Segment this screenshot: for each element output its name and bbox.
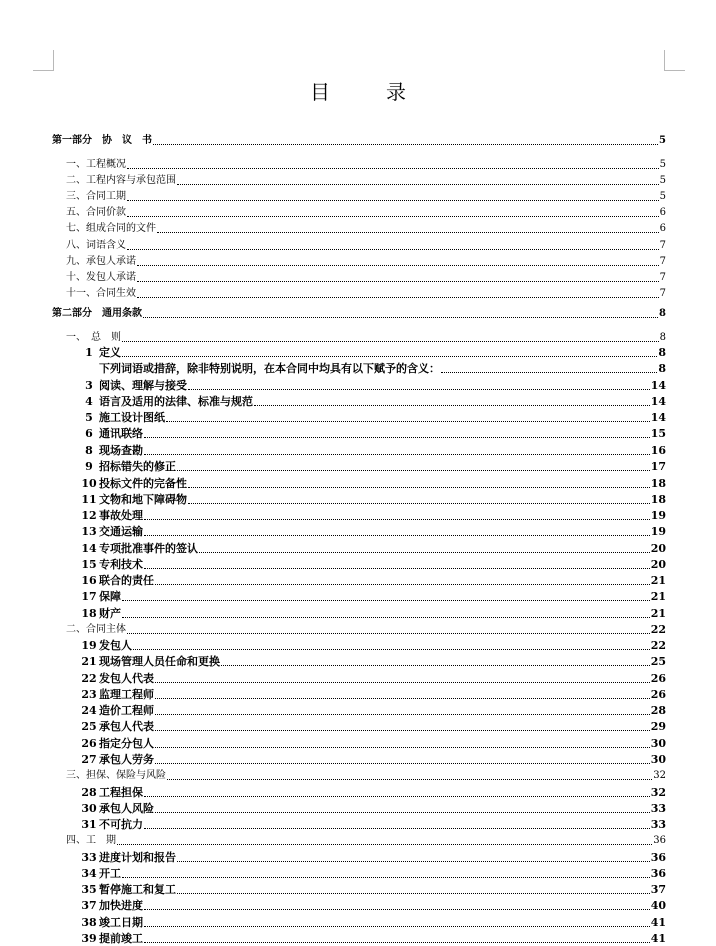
toc-page-number: 21 <box>650 574 666 587</box>
toc-entry[interactable] <box>52 784 666 800</box>
toc-entry-title: 阅读、理解与接受 <box>99 379 187 392</box>
toc-entry[interactable] <box>52 605 666 621</box>
toc-dot-leader <box>144 535 650 536</box>
toc-dot-leader <box>254 405 650 406</box>
toc-page-number: 5 <box>659 191 666 202</box>
toc-entry-title: 第一部分 协 议 书 <box>52 135 152 146</box>
toc-entry-title: 三、合同工期 <box>66 191 126 202</box>
toc-dot-leader <box>137 281 659 282</box>
toc-page-number: 32 <box>650 786 666 799</box>
toc-entry-title: 现场管理人员任命和更换 <box>99 655 220 668</box>
toc-entry-number: 12 <box>81 509 97 522</box>
toc-page-number: 16 <box>650 444 666 457</box>
toc-dot-leader <box>122 341 659 342</box>
toc-dot-leader <box>144 909 650 910</box>
toc-entry-number: 23 <box>81 688 97 701</box>
toc-page-number: 19 <box>650 525 666 538</box>
toc-entry-number: 34 <box>81 867 97 880</box>
toc-dot-leader <box>144 454 650 455</box>
toc-page-number: 7 <box>659 240 666 251</box>
toc-entry-title: 监理工程师 <box>99 688 154 701</box>
toc-page-number: 17 <box>650 460 666 473</box>
toc-dot-leader <box>177 861 650 862</box>
toc-entry-number: 21 <box>81 655 97 668</box>
toc-entry-title: 投标文件的完备性 <box>99 477 187 490</box>
toc-entry-title: 发包人代表 <box>99 672 154 685</box>
toc-entry[interactable] <box>52 523 666 539</box>
toc-entry[interactable] <box>52 377 666 393</box>
toc-dot-leader <box>144 519 650 520</box>
toc-page-number: 14 <box>650 379 666 392</box>
toc-entry[interactable] <box>52 637 666 653</box>
toc-dot-leader <box>144 568 650 569</box>
toc-entry[interactable] <box>52 540 666 556</box>
toc-entry-title: 联合的责任 <box>99 574 154 587</box>
toc-dot-leader <box>127 633 650 634</box>
toc-dot-leader <box>122 617 650 618</box>
toc-dot-leader <box>144 926 650 927</box>
toc-dot-leader <box>137 297 659 298</box>
toc-entry-number: 1 <box>85 346 93 359</box>
toc-page-number: 21 <box>650 607 666 620</box>
toc-page-number: 28 <box>650 704 666 717</box>
toc-dot-leader <box>157 232 659 233</box>
toc-entry-number: 28 <box>81 786 97 799</box>
toc-entry[interactable] <box>52 491 666 507</box>
toc-entry-title: 四、工 期 <box>66 835 116 846</box>
toc-page-number: 26 <box>650 688 666 701</box>
toc-entry-title: 施工设计图纸 <box>99 411 165 424</box>
toc-entry[interactable] <box>52 442 666 458</box>
toc-page-number: 36 <box>650 867 666 880</box>
toc-entry-title: 十、发包人承诺 <box>66 272 136 283</box>
toc-entry[interactable] <box>52 253 666 269</box>
toc-entry-number: 18 <box>81 607 97 620</box>
toc-entry[interactable] <box>52 475 666 491</box>
toc-entry[interactable] <box>52 132 666 148</box>
toc-entry-title: 事故处理 <box>99 509 143 522</box>
toc-entry[interactable] <box>52 360 666 376</box>
toc-entry[interactable] <box>52 507 666 523</box>
toc-entry-title: 暂停施工和复工 <box>99 883 176 896</box>
toc-entry-number: 10 <box>81 477 97 490</box>
toc-page-number: 7 <box>659 272 666 283</box>
toc-dot-leader <box>144 437 650 438</box>
toc-entry-title: 工程担保 <box>99 786 143 799</box>
toc-entry[interactable] <box>52 621 666 637</box>
toc-dot-leader <box>144 828 650 829</box>
toc-entry[interactable] <box>52 329 666 345</box>
toc-entry-number: 37 <box>81 899 97 912</box>
toc-dot-leader <box>199 552 650 553</box>
toc-dot-leader <box>155 714 650 715</box>
toc-page-number: 20 <box>650 558 666 571</box>
toc-dot-leader <box>155 730 650 731</box>
toc-entry-title: 保障 <box>99 590 121 603</box>
toc-dot-leader <box>177 893 650 894</box>
toc-dot-leader <box>144 942 650 943</box>
toc-entry-title: 现场查勘 <box>99 444 143 457</box>
toc-page-number: 25 <box>650 655 666 668</box>
toc-entry-title: 二、合同主体 <box>66 624 126 635</box>
toc-entry-number: 39 <box>81 932 97 945</box>
toc-page-number: 36 <box>650 851 666 864</box>
toc-dot-leader <box>127 216 659 217</box>
toc-entry-number: 31 <box>81 818 97 831</box>
toc-entry[interactable] <box>52 305 666 321</box>
toc-page-number: 8 <box>658 346 666 359</box>
toc-entry-title: 招标错失的修正 <box>99 460 176 473</box>
toc-page-number: 8 <box>659 332 666 343</box>
toc-entry[interactable] <box>52 409 666 425</box>
toc-entry-number: 25 <box>81 720 97 733</box>
toc-entry-number: 26 <box>81 737 97 750</box>
toc-entry[interactable] <box>52 458 666 474</box>
toc-entry-title: 通讯联络 <box>99 427 143 440</box>
toc-entry-number: 27 <box>81 753 97 766</box>
toc-entry-number: 24 <box>81 704 97 717</box>
toc-entry-title: 下列词语或措辞，除非特别说明，在本合同中均具有以下赋予的含义： <box>99 362 440 375</box>
toc-entry-title: 承包人劳务 <box>99 753 154 766</box>
toc-page-number: 29 <box>650 720 666 733</box>
toc-page-number: 41 <box>650 932 666 945</box>
toc-entry[interactable] <box>52 800 666 816</box>
page-title: 目 录 <box>310 80 424 104</box>
toc-entry-title: 三、担保、保险与风险 <box>66 770 166 781</box>
toc-entry-number: 38 <box>81 916 97 929</box>
toc-entry-number: 35 <box>81 883 97 896</box>
toc-entry-title: 专项批准事件的签认 <box>99 542 198 555</box>
toc-dot-leader <box>127 249 659 250</box>
toc-page-number: 5 <box>659 159 666 170</box>
toc-dot-leader <box>127 168 659 169</box>
toc-page-number: 30 <box>650 737 666 750</box>
toc-dot-leader <box>117 844 652 845</box>
toc-dot-leader <box>133 649 650 650</box>
toc-entry[interactable] <box>52 204 666 220</box>
toc-dot-leader <box>155 698 650 699</box>
toc-entry[interactable] <box>52 156 666 172</box>
toc-page-number: 40 <box>650 899 666 912</box>
toc-entry[interactable] <box>52 285 666 301</box>
toc-entry-title: 不可抗力 <box>99 818 143 831</box>
toc-entry-number: 13 <box>81 525 97 538</box>
toc-entry-number: 30 <box>81 802 97 815</box>
toc-entry-title: 造价工程师 <box>99 704 154 717</box>
toc-dot-leader <box>122 600 650 601</box>
toc-dot-leader <box>221 665 650 666</box>
toc-entry[interactable] <box>52 881 666 897</box>
toc-dot-leader <box>188 503 650 504</box>
toc-page-number: 26 <box>650 672 666 685</box>
toc-entry-number: 8 <box>85 444 93 457</box>
toc-page-number: 7 <box>659 256 666 267</box>
toc-entry-title: 二、工程内容与承包范围 <box>66 175 176 186</box>
toc-entry-title: 一、工程概况 <box>66 159 126 170</box>
toc-page-number: 33 <box>650 802 666 815</box>
toc-entry-number: 9 <box>85 460 93 473</box>
toc-entry[interactable] <box>52 816 666 832</box>
toc-dot-leader <box>166 421 650 422</box>
toc-entry-title: 指定分包人 <box>99 737 154 750</box>
toc-entry[interactable] <box>52 237 666 253</box>
toc-entry[interactable] <box>52 832 666 848</box>
toc-entry[interactable] <box>52 572 666 588</box>
toc-entry-number: 16 <box>81 574 97 587</box>
toc-entry[interactable] <box>52 393 666 409</box>
toc-entry-title: 专利技术 <box>99 558 143 571</box>
toc-entry-title: 提前竣工 <box>99 932 143 945</box>
toc-entry-title: 七、组成合同的文件 <box>66 223 156 234</box>
toc-page-number: 19 <box>650 509 666 522</box>
toc-entry-number: 6 <box>85 427 93 440</box>
toc-page-number: 5 <box>659 175 666 186</box>
toc-entry[interactable] <box>52 269 666 285</box>
toc-entry-number: 14 <box>81 542 97 555</box>
toc-entry-title: 定义 <box>99 346 121 359</box>
toc-entry-number: 22 <box>81 672 97 685</box>
toc-entry[interactable] <box>52 686 666 702</box>
crop-mark-top-left <box>33 50 54 71</box>
toc-entry-number: 11 <box>81 493 97 506</box>
toc-dot-leader <box>137 265 659 266</box>
toc-page-number: 15 <box>650 427 666 440</box>
toc-dot-leader <box>177 184 659 185</box>
toc-entry-number: 17 <box>81 590 97 603</box>
toc-entry-title: 九、承包人承诺 <box>66 256 136 267</box>
toc-entry[interactable] <box>52 718 666 734</box>
toc-entry-title: 十一、合同生效 <box>66 288 136 299</box>
toc-page-number: 37 <box>650 883 666 896</box>
toc-dot-leader <box>155 763 650 764</box>
toc-entry-title: 进度计划和报告 <box>99 851 176 864</box>
toc-entry-number: 19 <box>81 639 97 652</box>
toc-page-number: 6 <box>659 207 666 218</box>
toc-entry[interactable] <box>52 670 666 686</box>
toc-entry[interactable] <box>52 767 666 783</box>
toc-dot-leader <box>441 372 657 373</box>
toc-entry[interactable] <box>52 588 666 604</box>
toc-entry[interactable] <box>52 220 666 236</box>
toc-entry[interactable] <box>52 849 666 865</box>
toc-page-number: 22 <box>650 623 666 636</box>
toc-page-number: 14 <box>650 411 666 424</box>
toc-entry-title: 竣工日期 <box>99 916 143 929</box>
toc-entry[interactable] <box>52 172 666 188</box>
toc-entry[interactable] <box>52 930 666 946</box>
toc-page-number: 6 <box>659 223 666 234</box>
toc-page-number: 18 <box>650 477 666 490</box>
toc-dot-leader <box>167 779 652 780</box>
toc-page-number: 21 <box>650 590 666 603</box>
toc-entry[interactable] <box>52 914 666 930</box>
toc-entry-title: 语言及适用的法律、标准与规范 <box>99 395 253 408</box>
toc-page-number: 14 <box>650 395 666 408</box>
toc-entry-number: 5 <box>85 411 93 424</box>
toc-entry-title: 承包人代表 <box>99 720 154 733</box>
toc-entry[interactable] <box>52 556 666 572</box>
toc-entry-title: 一、 总 则 <box>66 332 121 343</box>
toc-page-number: 36 <box>653 835 666 846</box>
toc-entry-title: 财产 <box>99 607 121 620</box>
toc-dot-leader <box>155 584 650 585</box>
toc-page-number: 30 <box>650 753 666 766</box>
toc-entry-title: 开工 <box>99 867 121 880</box>
toc-entry-number: 3 <box>85 379 93 392</box>
toc-page-number: 8 <box>658 362 666 375</box>
toc-dot-leader <box>153 144 658 145</box>
toc-entry-number: 4 <box>85 395 93 408</box>
toc-entry-title: 文物和地下障碍物 <box>99 493 187 506</box>
toc-page-number: 5 <box>659 135 666 146</box>
toc-dot-leader <box>155 682 650 683</box>
toc-entry[interactable] <box>52 735 666 751</box>
toc-page-number: 20 <box>650 542 666 555</box>
toc-entry-title: 五、合同价款 <box>66 207 126 218</box>
toc-entry[interactable] <box>52 188 666 204</box>
toc-dot-leader <box>122 877 650 878</box>
toc-entry-title: 第二部分 通用条款 <box>52 308 142 319</box>
toc-page-number: 8 <box>659 308 666 319</box>
toc-entry[interactable] <box>52 702 666 718</box>
toc-entry-title: 八、词语含义 <box>66 240 126 251</box>
toc-entry[interactable] <box>52 344 666 360</box>
toc-entry[interactable] <box>52 751 666 767</box>
toc-page-number: 22 <box>650 639 666 652</box>
toc-dot-leader <box>144 796 650 797</box>
toc-page-number: 18 <box>650 493 666 506</box>
toc-entry[interactable] <box>52 865 666 881</box>
toc-entry-title: 加快进度 <box>99 899 143 912</box>
toc-entry-title: 交通运输 <box>99 525 143 538</box>
toc-page-number: 32 <box>653 770 666 781</box>
toc-dot-leader <box>177 470 650 471</box>
toc-entry-number: 33 <box>81 851 97 864</box>
toc-page-number: 33 <box>650 818 666 831</box>
toc-dot-leader <box>188 487 650 488</box>
toc-page-number: 41 <box>650 916 666 929</box>
toc-dot-leader <box>155 747 650 748</box>
toc-page-number: 7 <box>659 288 666 299</box>
toc-dot-leader <box>127 200 659 201</box>
toc-dot-leader <box>122 356 657 357</box>
toc-entry[interactable] <box>52 425 666 441</box>
toc-entry[interactable] <box>52 653 666 669</box>
toc-entry[interactable] <box>52 897 666 913</box>
toc-dot-leader <box>155 812 650 813</box>
crop-mark-top-right <box>664 50 685 71</box>
toc-entry-title: 发包人 <box>99 639 132 652</box>
toc-entry-title: 承包人风险 <box>99 802 154 815</box>
toc-dot-leader <box>188 389 650 390</box>
toc-entry-number: 15 <box>81 558 97 571</box>
toc-dot-leader <box>143 317 658 318</box>
